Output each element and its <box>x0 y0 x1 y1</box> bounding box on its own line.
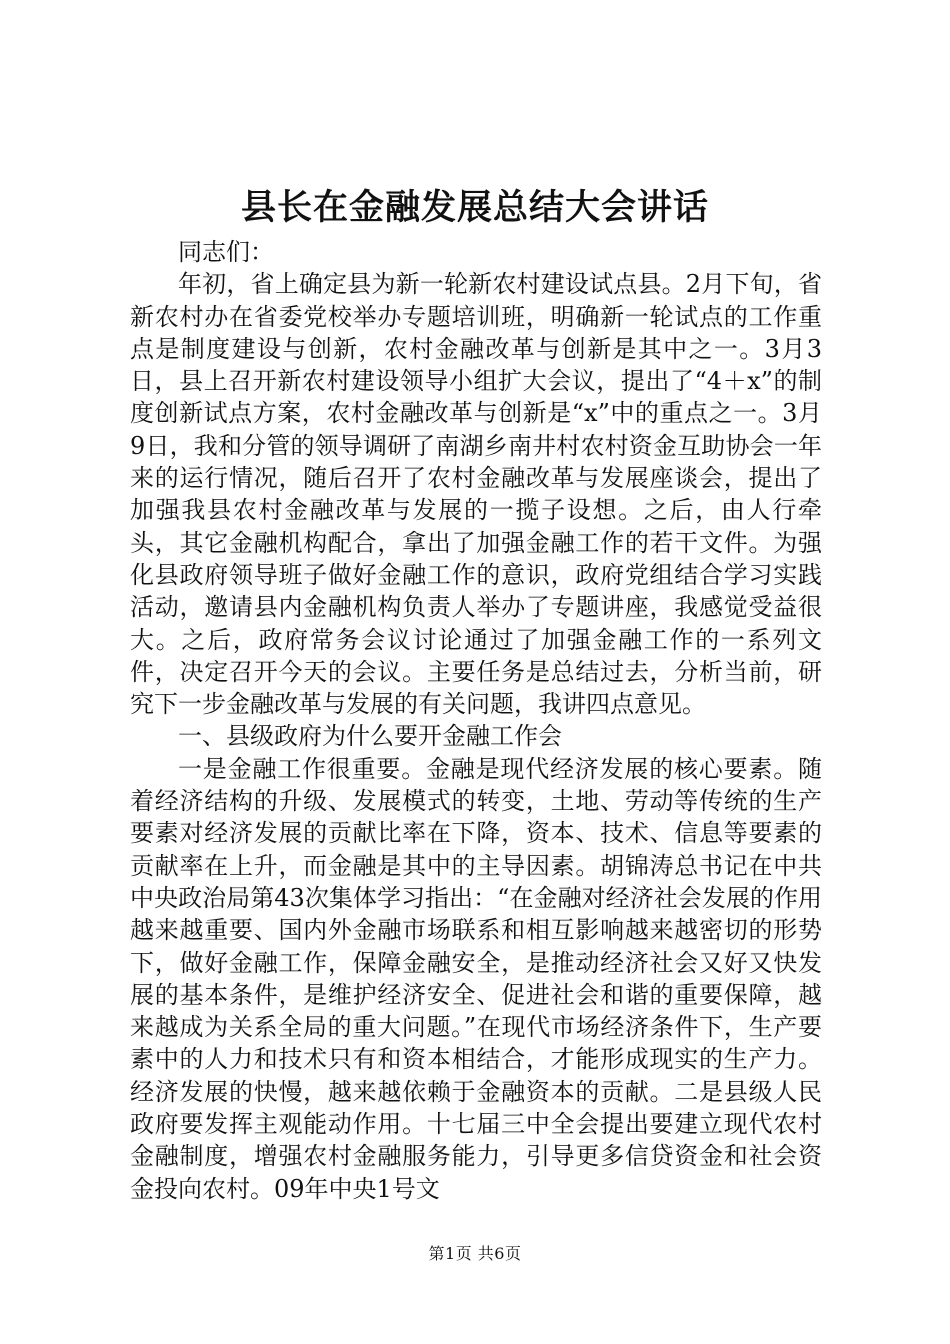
paragraph-section-one: 一是金融工作很重要。金融是现代经济发展的核心要素。随着经济结构的升级、发展模式的转变，土地、劳动等传统的生产要素对经济发展的贡献比率在下降，资本、技术、信息等要素的贡献率在上升，而金融是其中的主导因素。胡锦涛总书记在中共中央政治局第43次集体学习指出：“在金融对经济社会发展的作用越来越重要、国内外金融市场联系和相互影响越来越密切的形势下，做好金融工作，保障金融安全，是推动经济社会又好又快发展的基本条件，是维护经济安全、促进社会和谐的重要保障，越来越成为关系全局的重大问题。”在现代市场经济条件下，生产要素中的人力和技术只有和资本相结合，才能形成现实的生产力。经济发展的快慢，越来越依赖于金融资本的贡献。二是县级人民政府要发挥主观能动作用。十七届三中全会提出要建立现代农村金融制度，增强农村金融服务能力，引导更多信贷资金和社会资金投向农村。09年中央1号文 <box>130 754 822 1203</box>
document-title: 县长在金融发展总结大会讲话 <box>240 187 709 228</box>
document-body <box>130 236 822 1205</box>
page-footer: 第1页 共6页 <box>428 1244 522 1263</box>
paragraph-intro: 年初，省上确定县为新一轮新农村建设试点县。2月下旬，省新农村办在省委党校举办专题培训班，明确新一轮试点的工作重点是制度建设与创新，农村金融改革与创新是其中之一。3月3日，县上召开新农村建设领导小组扩大会议，提出了“4＋x”的制度创新试点方案，农村金融改革与创新是“x”中的重点之一。3月9日，我和分管的领导调研了南湖乡南井村农村资金互助协会一年来的运行情况，随后召开了农村金融改革与发展座谈会，提出了加强我县农村金融改革与发展的一揽子设想。之后，由人行牵头，其它金融机构配合，拿出了加强金融工作的若干文件。为强化县政府领导班子做好金融工作的意识，政府党组结合学习实践活动，邀请县内金融机构负责人举办了专题讲座，我感觉受益很大。之后，政府常务会议讨论通过了加强金融工作的一系列文件，决定召开今天的会议。主要任务是总结过去，分析当前，研究下一步金融改革与发展的有关问题，我讲四点意见。 <box>130 270 822 719</box>
section-heading: 一、县级政府为什么要开金融工作会 <box>178 722 562 751</box>
salutation: 同志们： <box>178 238 274 266</box>
